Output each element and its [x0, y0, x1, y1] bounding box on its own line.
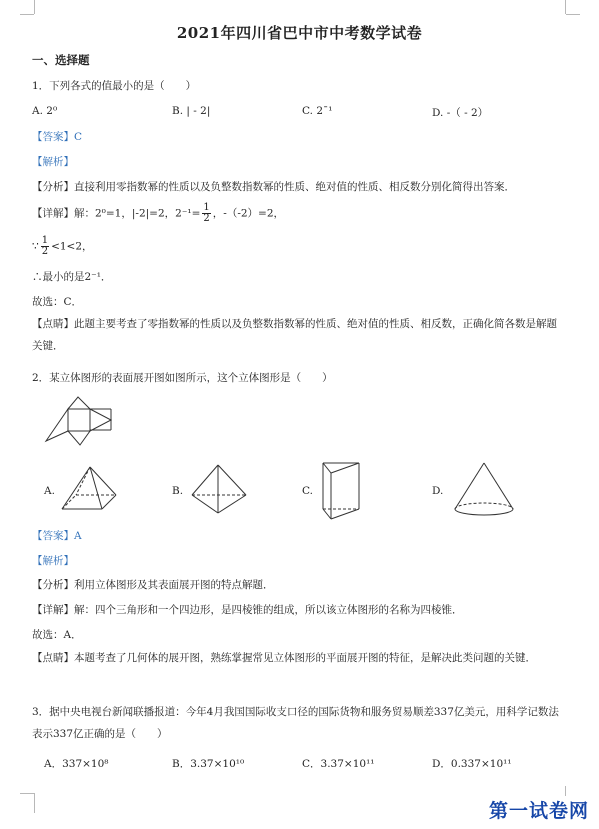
q2-fenxi: 【分析】利用立体图形及其表面展开图的特点解题． [32, 579, 274, 591]
fraction: $\frac{1}{2}$ [203, 202, 210, 224]
page-title: 2021年四川省巴中市中考数学试卷 [176, 24, 423, 42]
cone-icon [452, 461, 516, 519]
q2-option-b-label: B. [172, 485, 184, 497]
q2-analysis-label: 【解析】 [32, 555, 74, 567]
q2-conclusion: 故选：A． [32, 629, 82, 641]
square-pyramid-icon [58, 465, 120, 515]
q1-xiangjie-text: ，-（-2）=2， [212, 207, 285, 220]
q1-therefore: ∴最小的是2⁻¹． [32, 271, 112, 283]
q1-xiangjie-text: 【详解】解：2⁰=1，|-2|=2，2⁻¹= [32, 207, 201, 220]
q1-because: ∵ $\frac{1}{2}$ <1<2， [32, 235, 93, 257]
q2-answer: 【答案】A [32, 530, 82, 542]
q2-xiangjie: 【详解】解：四个三角形和一个四边形，是四棱锥的组成，所以该立体图形的名称为四棱锥． [32, 604, 463, 616]
q1-xiangjie [32, 203, 284, 224]
q3-option-a: A．337×10⁸ [44, 758, 109, 770]
corner-mark [34, 793, 35, 813]
fraction: $\frac{1}{2}$ [41, 235, 49, 257]
q1-answer: 【答案】C [32, 131, 83, 143]
triangular-prism-icon [320, 461, 362, 523]
corner-mark [34, 0, 35, 14]
triangular-pyramid-icon [190, 463, 248, 517]
q3-option-c: C．3.37×10¹¹ [302, 758, 375, 770]
net-diagram [44, 395, 124, 451]
q1-conclusion: 故选：C． [32, 296, 83, 308]
q1-dianjing: 【点睛】此题主要考查了零指数幂的性质以及负整数指数幂的性质、绝对值的性质、相反数，正确化简各数是解题关键． [32, 318, 557, 352]
corner-mark [20, 14, 34, 15]
q1-option-d: D. -（ - 2） [432, 107, 489, 119]
watermark-logo: 第一试卷网 [488, 800, 589, 822]
corner-mark [565, 0, 566, 14]
q2-option-c-label: C. [302, 485, 313, 497]
q3-stem: 3．据中央电视台新闻联播报道：今年4月我国国际收支口径的国际货物和服务贸易顺差337亿美元，用科学记数法表示337亿正确的是（ ） [32, 706, 559, 740]
q1-option-a: A. 2⁰ [32, 105, 58, 117]
q1-analysis-label: 【解析】 [32, 156, 74, 168]
corner-mark [20, 793, 34, 794]
q1-stem: 1．下列各式的值最小的是（ ） [32, 80, 197, 92]
q2-option-a-label: A. [44, 485, 55, 497]
q3-option-d: D．0.337×10¹¹ [432, 758, 512, 770]
q1-option-b: B. | - 2| [172, 105, 211, 117]
q1-option-c: C. 2ˉ¹ [302, 105, 333, 117]
corner-mark [565, 786, 566, 796]
q2-stem: 2．某立体图形的表面展开图如图所示，这个立体图形是（ ） [32, 372, 333, 384]
q1-fenxi: 【分析】直接利用零指数幂的性质以及负整数指数幂的性质、绝对值的性质、相反数分别化简得出答案． [32, 181, 515, 193]
q2-option-d-label: D. [432, 485, 444, 497]
q3-option-b: B．3.37×10¹⁰ [172, 758, 245, 770]
q2-dianjing: 【点睛】本题考查了几何体的展开图，熟练掌握常见立体图形的平面展开图的特征，是解决此类问题的关键． [32, 652, 536, 664]
corner-mark [566, 14, 580, 15]
section-heading: 一、选择题 [32, 53, 90, 67]
